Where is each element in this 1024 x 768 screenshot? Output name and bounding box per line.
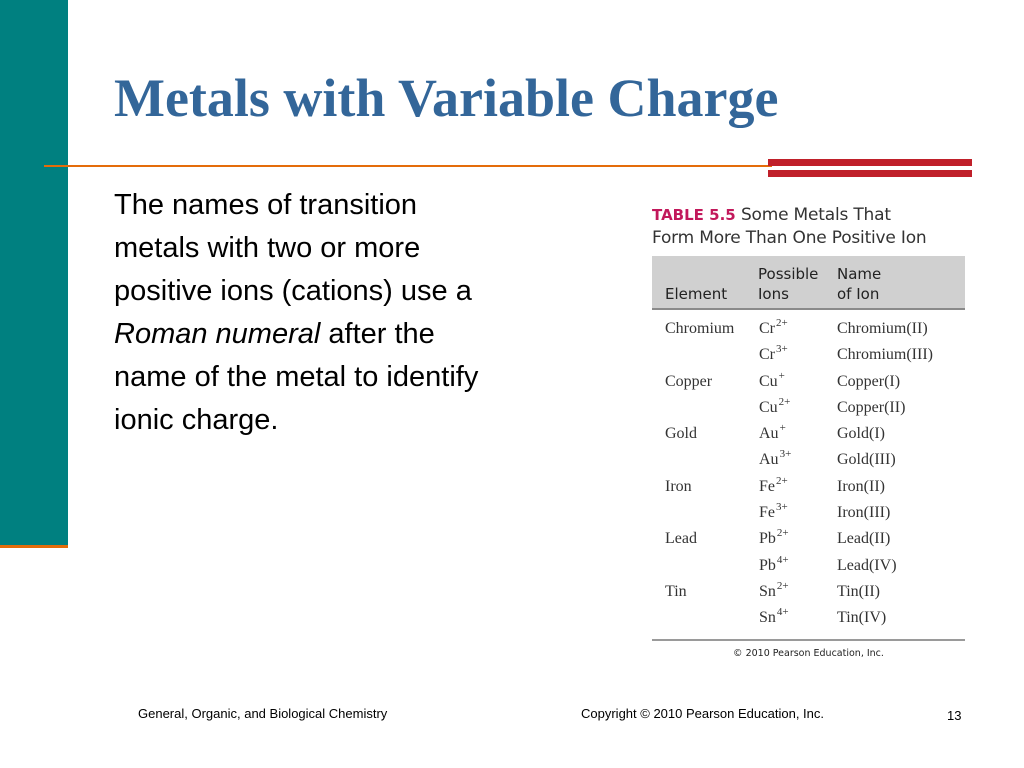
cell-ion [759, 369, 785, 392]
title-divider [44, 165, 772, 167]
header-possible-ions [758, 264, 836, 304]
footer-course-title: General, Organic, and Biological Chemistry [138, 706, 388, 721]
ion-charge: 4+ [776, 606, 789, 619]
ion-charge: 2+ [776, 579, 789, 592]
table-header [652, 256, 965, 310]
ion-symbol: Cr [759, 346, 775, 364]
cell-element: Chromium [665, 320, 735, 337]
table-row [652, 394, 965, 420]
table-caption [652, 204, 965, 250]
body-line [114, 313, 554, 356]
table-title-line2: Form More Than One Positive Ion [652, 228, 927, 248]
cell-element: Tin [665, 582, 687, 600]
cell-ion [759, 450, 791, 470]
accent-bar-top [768, 159, 972, 166]
table-copyright: © 2010 Pearson Education, Inc. [733, 647, 884, 659]
table-row [652, 552, 965, 578]
table-row [652, 420, 965, 446]
header-name-line1: Name [837, 265, 882, 283]
cell-ion-name: Chromium(III) [837, 346, 933, 364]
ion-symbol: Fe [759, 477, 775, 495]
cell-ion-name: Tin(IV) [837, 609, 887, 627]
ion-symbol: Sn [759, 582, 776, 600]
table-bottom-rule [652, 639, 965, 641]
ion-charge: + [778, 369, 785, 382]
cell-ion-name: Lead(II) [837, 530, 891, 548]
ion-symbol: Cu [759, 398, 778, 416]
table-row [652, 578, 965, 604]
cell-ion-name: Chromium(II) [837, 320, 928, 337]
cell-ion [759, 608, 789, 628]
body-paragraph [114, 184, 554, 442]
cell-element: Copper [665, 372, 713, 390]
cell-ion [759, 579, 789, 602]
cell-ion-name: Iron(III) [837, 504, 891, 522]
ion-charge: 3+ [779, 448, 792, 461]
ion-charge: 2+ [776, 317, 788, 329]
table-title-line1: Some Metals That [740, 205, 891, 225]
ion-charge: 3+ [776, 343, 788, 356]
body-line: The names of transition [114, 189, 418, 221]
title-accent-bars [768, 157, 972, 179]
cell-element: Iron [665, 477, 692, 495]
table-row [652, 341, 965, 367]
table-row [652, 525, 965, 551]
ion-charge: 2+ [776, 474, 788, 487]
cell-ion [759, 345, 788, 365]
left-accent-bar [0, 0, 68, 545]
ion-charge: 4+ [776, 553, 789, 566]
cell-element: Lead [665, 530, 697, 548]
body-line: metals with two or more [114, 232, 421, 264]
header-name-line2: of Ion [837, 285, 880, 303]
body-line: name of the metal to identify [114, 361, 479, 393]
body-line-rest: after the [320, 318, 435, 350]
cell-ion-name: Iron(II) [837, 477, 885, 495]
cell-element: Gold [665, 425, 697, 443]
ion-symbol: Fe [759, 504, 775, 522]
roman-numeral-emphasis: Roman numeral [114, 318, 321, 350]
cell-ion-name: Lead(IV) [837, 556, 897, 574]
ion-charge: + [779, 422, 786, 435]
ion-charge: 3+ [776, 501, 788, 514]
table-row [652, 473, 965, 499]
ion-symbol: Cu [759, 372, 778, 390]
metals-table [652, 204, 965, 659]
cell-ion-name: Gold(III) [837, 451, 896, 469]
cell-ion [759, 529, 789, 549]
ion-charge: 2+ [778, 395, 791, 408]
slide-title: Metals with Variable Charge [114, 68, 779, 128]
cell-ion [759, 553, 789, 576]
header-ions-line2: Ions [758, 285, 789, 303]
table-row [652, 446, 965, 472]
cell-ion [759, 319, 788, 339]
cell-ion-name: Tin(II) [837, 582, 880, 600]
cell-ion [759, 395, 791, 418]
table-number: TABLE 5.5 [652, 206, 736, 224]
header-ions-line1: Possible [758, 265, 819, 283]
table-row [652, 604, 965, 630]
ion-symbol: Au [759, 451, 779, 469]
table-row [652, 368, 965, 394]
body-line: ionic charge. [114, 404, 279, 436]
table-row [652, 315, 965, 341]
cell-ion-name: Copper(II) [837, 398, 906, 416]
ion-charge: 2+ [776, 527, 789, 540]
ion-symbol: Sn [759, 609, 776, 627]
cell-ion [759, 424, 786, 444]
footer-copyright: Copyright © 2010 Pearson Education, Inc. [581, 706, 825, 721]
slide-number: 13 [947, 708, 962, 723]
table-body [652, 310, 965, 631]
cell-ion [759, 474, 788, 497]
ion-symbol: Pb [759, 530, 776, 548]
table-row [652, 499, 965, 525]
cell-ion-name: Gold(I) [837, 425, 885, 443]
cell-ion [759, 503, 788, 523]
header-name-of-ion [837, 264, 907, 304]
left-accent-underline [0, 545, 68, 548]
header-element: Element [665, 285, 728, 303]
ion-symbol: Cr [759, 320, 775, 337]
ion-symbol: Au [759, 425, 779, 443]
ion-symbol: Pb [759, 556, 776, 574]
cell-ion-name: Copper(I) [837, 372, 901, 390]
accent-bar-bottom [768, 170, 972, 177]
body-line: positive ions (cations) use a [114, 275, 472, 307]
